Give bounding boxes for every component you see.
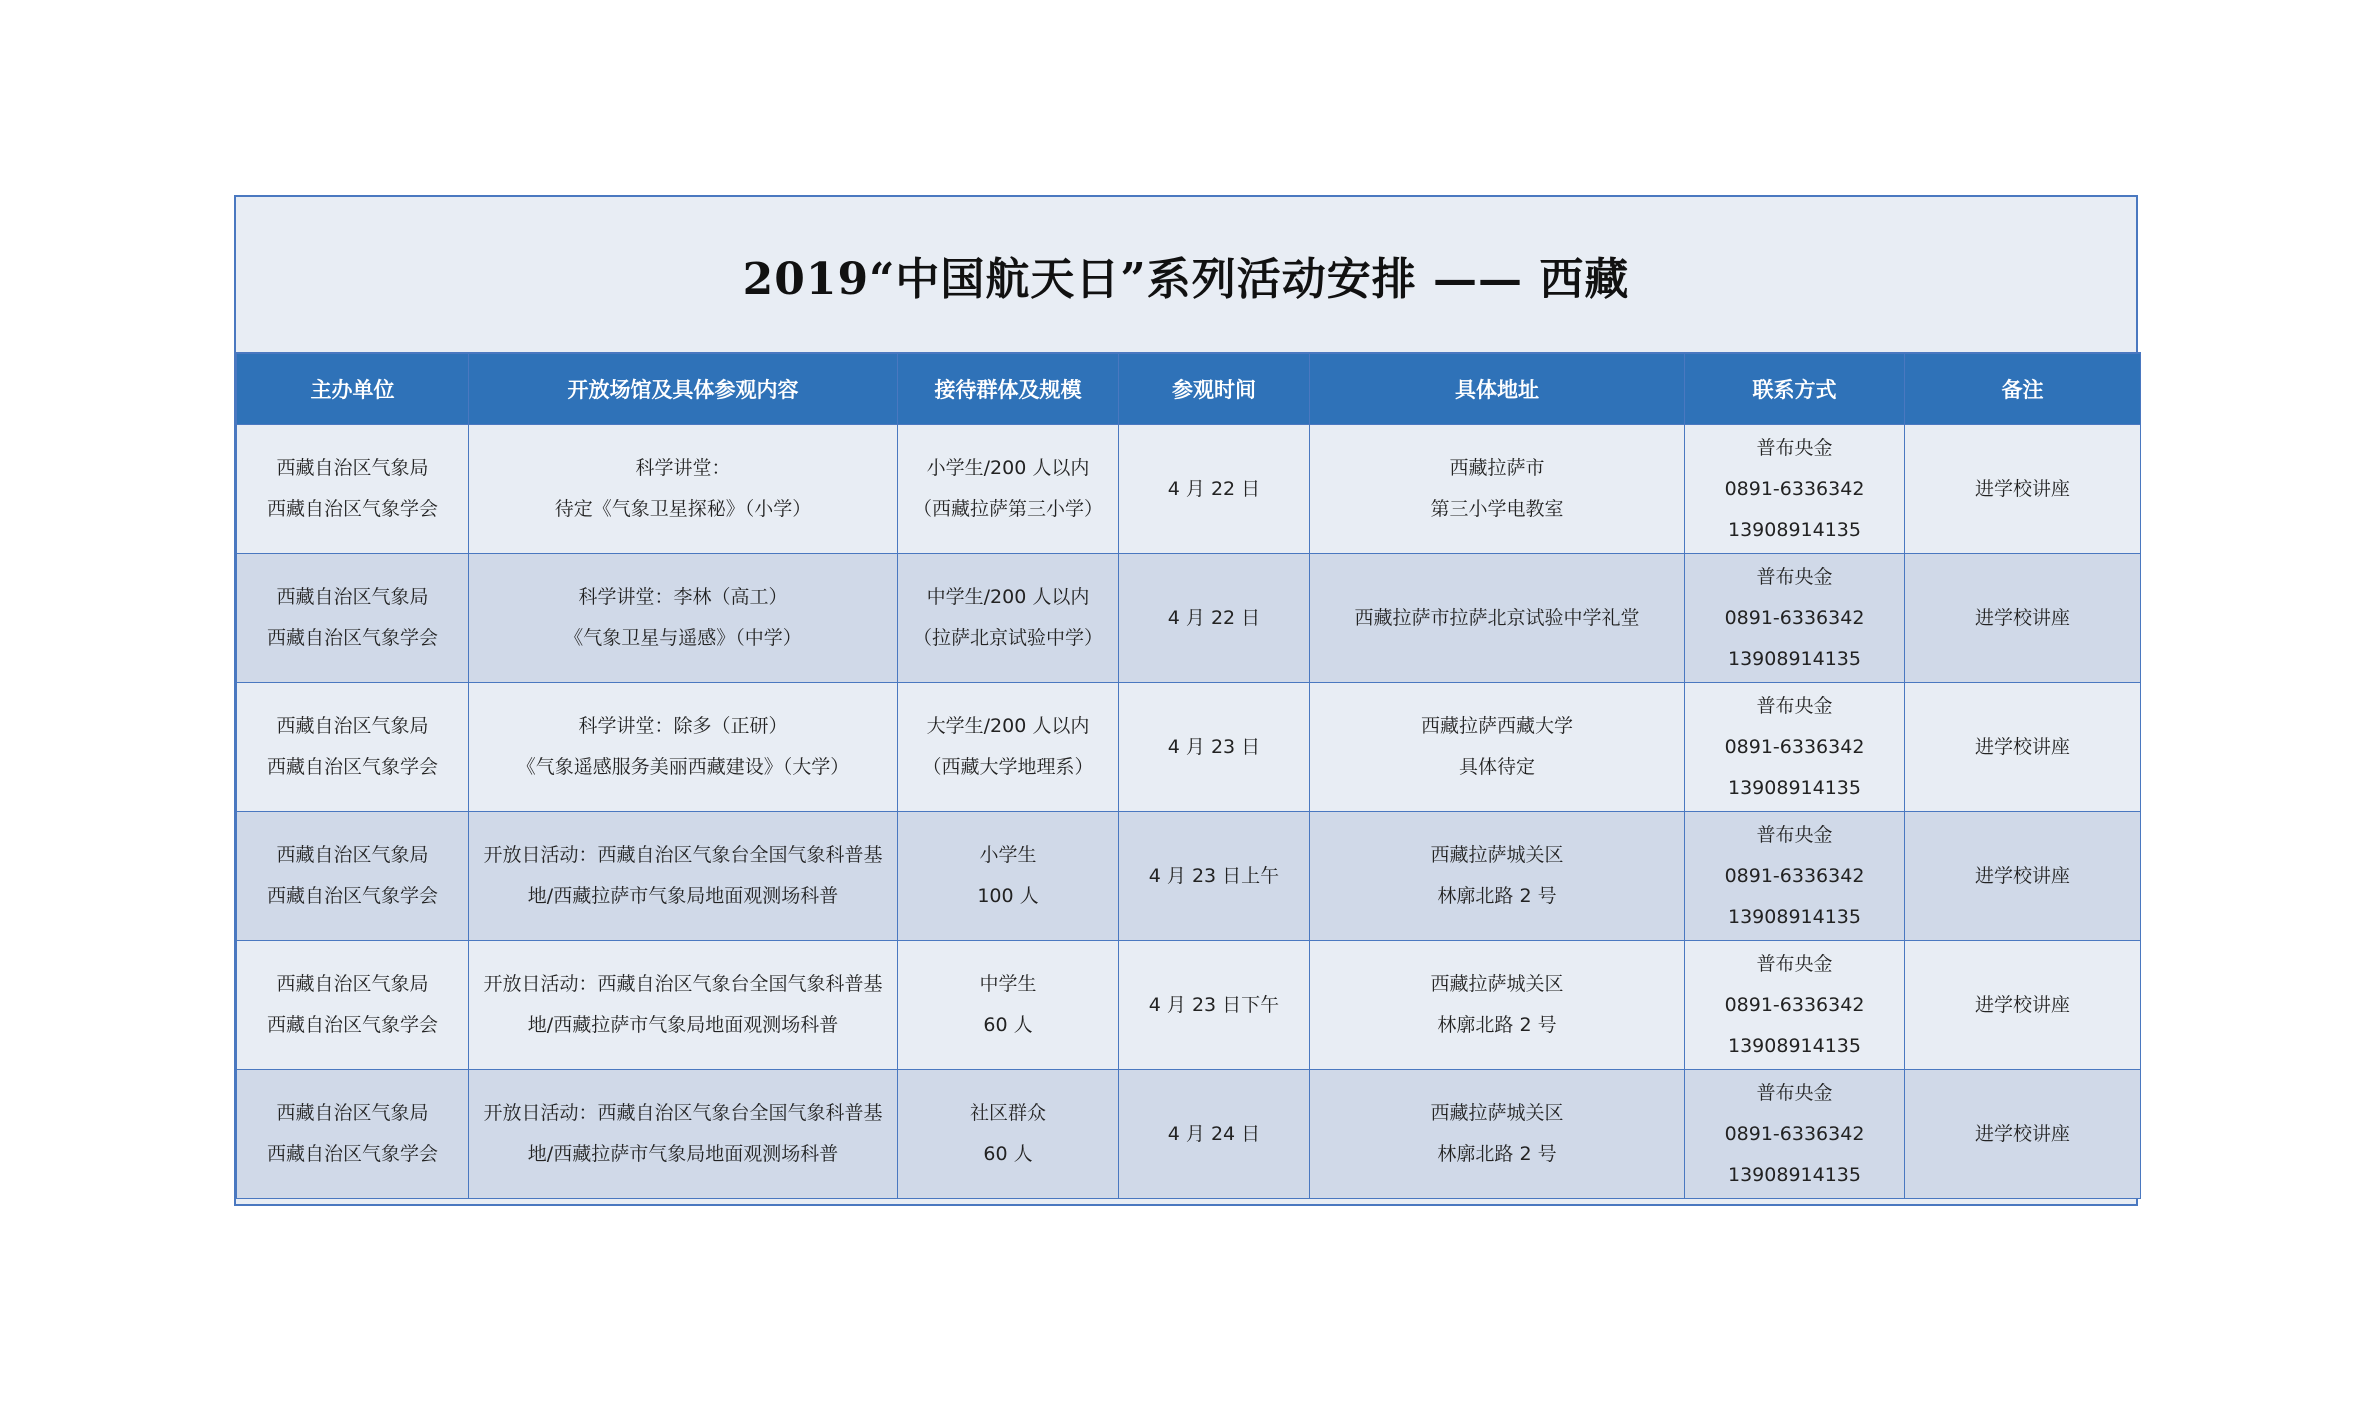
address-line: 林廓北路 2 号 xyxy=(1437,1014,1557,1036)
contact-mobile: 13908914135 xyxy=(1728,518,1861,541)
header-organizer: 主办单位 xyxy=(237,353,469,425)
header-contact: 联系方式 xyxy=(1685,353,1905,425)
content-line: 开放日活动：西藏自治区气象台全国气象科普基 xyxy=(483,1102,883,1124)
contact-mobile: 13908914135 xyxy=(1728,1163,1861,1186)
cell-note xyxy=(1905,554,2141,683)
contact-phone: 0891-6336342 xyxy=(1724,1122,1865,1145)
schedule-table xyxy=(236,352,2141,1199)
content-line: 地/西藏拉萨市气象局地面观测场科普 xyxy=(527,1014,839,1036)
cell-audience xyxy=(898,1070,1119,1199)
cell-address xyxy=(1310,554,1685,683)
content-line: 地/西藏拉萨市气象局地面观测场科普 xyxy=(527,1143,839,1165)
organizer-line: 西藏自治区气象学会 xyxy=(266,627,438,649)
contact-name: 普布央金 xyxy=(1756,823,1833,846)
cell-content xyxy=(469,812,898,941)
cell-organizer xyxy=(237,683,469,812)
cell-organizer xyxy=(237,425,469,554)
organizer-line: 西藏自治区气象学会 xyxy=(266,498,438,520)
table-row xyxy=(237,812,2141,941)
contact-name: 普布央金 xyxy=(1756,436,1833,459)
content-line: 地/西藏拉萨市气象局地面观测场科普 xyxy=(527,885,839,907)
address-line: 西藏拉萨西藏大学 xyxy=(1420,715,1573,737)
page-title: 2019“中国航天日”系列活动安排 —— 西藏 xyxy=(742,253,1630,305)
cell-organizer xyxy=(237,1070,469,1199)
organizer-line: 西藏自治区气象学会 xyxy=(266,885,438,907)
organizer-line: 西藏自治区气象学会 xyxy=(266,1143,438,1165)
cell-time xyxy=(1119,425,1310,554)
address-line: 具体待定 xyxy=(1458,756,1535,778)
time-text: 4 月 22 日 xyxy=(1167,606,1261,629)
cell-address xyxy=(1310,941,1685,1070)
cell-address xyxy=(1310,1070,1685,1199)
audience-line: 中学生 xyxy=(979,973,1037,995)
audience-line: （拉萨北京试验中学） xyxy=(912,627,1103,649)
organizer-line: 西藏自治区气象局 xyxy=(276,973,429,995)
cell-contact xyxy=(1685,812,1905,941)
organizer-line: 西藏自治区气象学会 xyxy=(266,1014,438,1036)
contact-name: 普布央金 xyxy=(1756,1081,1833,1104)
time-text: 4 月 23 日上午 xyxy=(1148,864,1280,887)
organizer-line: 西藏自治区气象局 xyxy=(276,844,429,866)
address-line: 西藏拉萨城关区 xyxy=(1430,1102,1564,1124)
address-line: 西藏拉萨市拉萨北京试验中学礼堂 xyxy=(1354,606,1640,629)
audience-line: 60 人 xyxy=(983,1143,1033,1165)
note-text: 进学校讲座 xyxy=(1974,606,2070,629)
organizer-line: 西藏自治区气象局 xyxy=(276,457,429,479)
content-line: 《气象遥感服务美丽西藏建设》（大学） xyxy=(516,756,850,778)
contact-phone: 0891-6336342 xyxy=(1724,993,1865,1016)
cell-note xyxy=(1905,1070,2141,1199)
cell-time xyxy=(1119,1070,1310,1199)
contact-name: 普布央金 xyxy=(1756,694,1833,717)
organizer-line: 西藏自治区气象局 xyxy=(276,1102,429,1124)
cell-time xyxy=(1119,554,1310,683)
cell-audience xyxy=(898,554,1119,683)
cell-content xyxy=(469,683,898,812)
address-line: 第三小学电教室 xyxy=(1430,498,1564,520)
content-line: 开放日活动：西藏自治区气象台全国气象科普基 xyxy=(483,844,883,866)
audience-line: 中学生/200 人以内 xyxy=(926,586,1090,608)
address-line: 西藏拉萨城关区 xyxy=(1430,844,1564,866)
table-row xyxy=(237,554,2141,683)
content-line: 《气象卫星与遥感》（中学） xyxy=(564,627,802,649)
cell-time xyxy=(1119,941,1310,1070)
header-note: 备注 xyxy=(1905,353,2141,425)
note-text: 进学校讲座 xyxy=(1974,1122,2070,1145)
header-audience: 接待群体及规模 xyxy=(898,353,1119,425)
cell-time xyxy=(1119,812,1310,941)
address-line: 林廓北路 2 号 xyxy=(1437,1143,1557,1165)
cell-content xyxy=(469,941,898,1070)
content-line: 科学讲堂：除多（正研） xyxy=(578,715,788,737)
cell-note xyxy=(1905,812,2141,941)
cell-contact xyxy=(1685,1070,1905,1199)
cell-audience xyxy=(898,941,1119,1070)
audience-line: （西藏拉萨第三小学） xyxy=(912,498,1103,520)
note-text: 进学校讲座 xyxy=(1974,735,2070,758)
header-time: 参观时间 xyxy=(1119,353,1310,425)
cell-content xyxy=(469,1070,898,1199)
contact-mobile: 13908914135 xyxy=(1728,905,1861,928)
content-line: 开放日活动：西藏自治区气象台全国气象科普基 xyxy=(483,973,883,995)
content-line: 待定《气象卫星探秘》（小学） xyxy=(554,498,812,520)
cell-contact xyxy=(1685,554,1905,683)
contact-name: 普布央金 xyxy=(1756,565,1833,588)
cell-audience xyxy=(898,812,1119,941)
audience-line: 社区群众 xyxy=(969,1102,1046,1124)
audience-line: 小学生/200 人以内 xyxy=(926,457,1090,479)
cell-content xyxy=(469,425,898,554)
time-text: 4 月 22 日 xyxy=(1167,477,1261,500)
time-text: 4 月 23 日 xyxy=(1167,735,1261,758)
contact-name: 普布央金 xyxy=(1756,952,1833,975)
organizer-line: 西藏自治区气象局 xyxy=(276,715,429,737)
organizer-line: 西藏自治区气象局 xyxy=(276,586,429,608)
cell-note xyxy=(1905,425,2141,554)
note-text: 进学校讲座 xyxy=(1974,477,2070,500)
cell-audience xyxy=(898,425,1119,554)
audience-line: （西藏大学地理系） xyxy=(922,756,1094,778)
organizer-line: 西藏自治区气象学会 xyxy=(266,756,438,778)
contact-mobile: 13908914135 xyxy=(1728,776,1861,799)
schedule-sheet xyxy=(234,195,2138,1206)
header-content: 开放场馆及具体参观内容 xyxy=(469,353,898,425)
cell-organizer xyxy=(237,812,469,941)
time-text: 4 月 24 日 xyxy=(1167,1122,1261,1145)
time-text: 4 月 23 日下午 xyxy=(1148,993,1280,1016)
content-line: 科学讲堂： xyxy=(635,457,731,479)
contact-phone: 0891-6336342 xyxy=(1724,864,1865,887)
cell-audience xyxy=(898,683,1119,812)
cell-note xyxy=(1905,941,2141,1070)
cell-contact xyxy=(1685,425,1905,554)
cell-address xyxy=(1310,812,1685,941)
address-line: 西藏拉萨市 xyxy=(1449,457,1545,479)
cell-note xyxy=(1905,683,2141,812)
cell-time xyxy=(1119,683,1310,812)
contact-phone: 0891-6336342 xyxy=(1724,735,1865,758)
cell-contact xyxy=(1685,683,1905,812)
content-line: 科学讲堂：李林（高工） xyxy=(578,586,788,608)
table-row xyxy=(237,941,2141,1070)
table-row xyxy=(237,683,2141,812)
address-line: 西藏拉萨城关区 xyxy=(1430,973,1564,995)
address-line: 林廓北路 2 号 xyxy=(1437,885,1557,907)
table-row xyxy=(237,1070,2141,1199)
contact-mobile: 13908914135 xyxy=(1728,1034,1861,1057)
audience-line: 小学生 xyxy=(979,844,1037,866)
note-text: 进学校讲座 xyxy=(1974,864,2070,887)
note-text: 进学校讲座 xyxy=(1974,993,2070,1016)
cell-contact xyxy=(1685,941,1905,1070)
header-address: 具体地址 xyxy=(1310,353,1685,425)
contact-mobile: 13908914135 xyxy=(1728,647,1861,670)
contact-phone: 0891-6336342 xyxy=(1724,477,1865,500)
audience-line: 大学生/200 人以内 xyxy=(926,715,1090,737)
cell-content xyxy=(469,554,898,683)
cell-address xyxy=(1310,683,1685,812)
header-row xyxy=(237,353,2141,425)
table-row xyxy=(237,425,2141,554)
cell-address xyxy=(1310,425,1685,554)
contact-phone: 0891-6336342 xyxy=(1724,606,1865,629)
title-bar xyxy=(236,197,2136,352)
audience-line: 60 人 xyxy=(983,1014,1033,1036)
cell-organizer xyxy=(237,554,469,683)
cell-organizer xyxy=(237,941,469,1070)
audience-line: 100 人 xyxy=(977,885,1039,907)
